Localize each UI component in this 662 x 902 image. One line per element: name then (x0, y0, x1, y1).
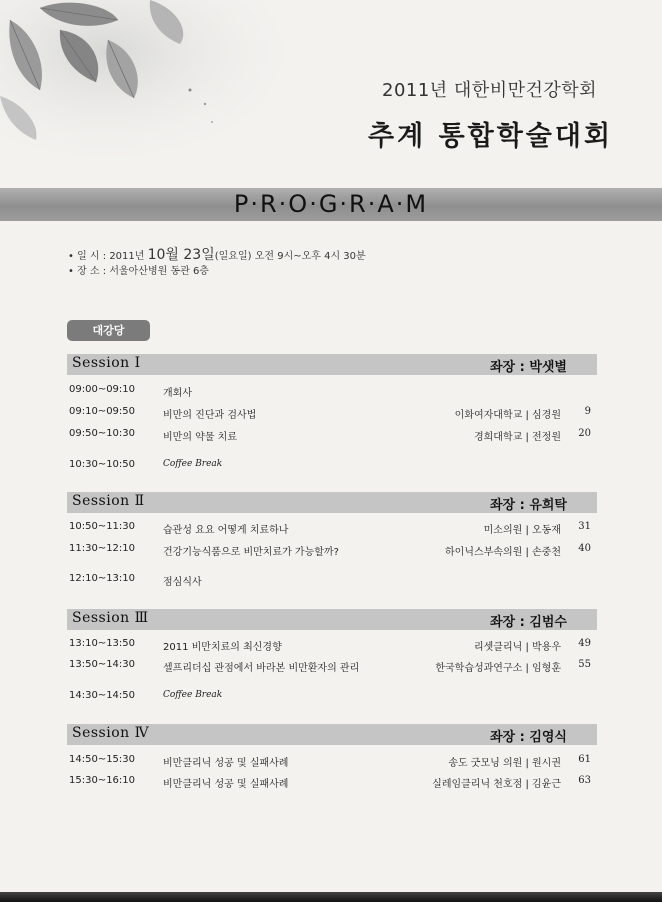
date-year: 2011년 (109, 251, 148, 262)
row-time: 09:00~09:10 (69, 384, 136, 395)
row-time: 14:50~15:30 (69, 754, 136, 765)
event-title-line1: 2011년 대한비만건강학회 (382, 80, 598, 101)
schedule-row (67, 573, 597, 589)
session-header (67, 354, 597, 375)
date-day: 10월 23일 (147, 247, 215, 263)
session-chair: 좌장 : 유희탁 (489, 498, 567, 513)
row-speaker: 송도 굿모닝 의원 | 원시권 (448, 758, 561, 769)
session-header (67, 609, 597, 630)
row-speaker: 하이닉스부속의원 | 손중천 (445, 547, 561, 558)
session-header (67, 492, 597, 513)
schedule-row (67, 775, 597, 791)
row-time: 15:30~16:10 (69, 775, 136, 786)
session-name: Session Ⅰ (72, 355, 141, 371)
row-page: 31 (578, 521, 591, 532)
date-rest: (일요일) 오전 9시~오후 4시 30분 (214, 251, 366, 262)
schedule-row (67, 638, 597, 654)
session-header (67, 724, 597, 745)
row-title: 비만클리닉 성공 및 실패사례 (163, 758, 289, 769)
place-label: • 장 소 : (68, 266, 110, 277)
row-speaker: 미소의원 | 오동재 (483, 525, 561, 536)
session-name: Session Ⅳ (72, 725, 150, 741)
row-title: 비만클리닉 성공 및 실패사례 (163, 779, 289, 790)
row-title: 점심식사 (163, 577, 202, 588)
schedule-row (67, 754, 597, 770)
schedule-row (67, 659, 597, 675)
row-speaker: 이화여자대학교 | 심경원 (454, 410, 561, 421)
row-speaker: 한국학습성과연구소 | 임형훈 (435, 663, 561, 674)
row-time: 13:50~14:30 (69, 659, 136, 670)
row-page: 40 (578, 543, 591, 554)
row-speaker: 실레임클리닉 천호점 | 김윤근 (432, 779, 561, 790)
session-chair: 좌장 : 김영식 (489, 730, 567, 745)
event-date (68, 244, 366, 264)
schedule-row (67, 428, 597, 444)
row-title: 개회사 (163, 388, 192, 399)
schedule-row (67, 406, 597, 422)
date-label: • 일 시 : (68, 251, 110, 262)
page-bottom-edge (0, 892, 662, 902)
event-title-line2: 추계 통합학술대회 (368, 121, 614, 152)
row-time: 12:10~13:10 (69, 573, 136, 584)
row-page: 55 (578, 659, 591, 670)
row-title: 2011 비만치료의 최신경향 (163, 642, 282, 653)
row-speaker: 리셋클리닉 | 박용우 (473, 642, 561, 653)
schedule-row (67, 521, 597, 537)
row-time: 11:30~12:10 (69, 543, 136, 554)
row-time: 10:50~11:30 (69, 521, 136, 532)
session-chair: 좌장 : 김범수 (489, 615, 567, 630)
row-title: 습관성 요요 어떻게 치료하나 (163, 525, 289, 536)
row-title: 비만의 약물 치료 (163, 432, 237, 443)
row-title: 비만의 진단과 검사법 (163, 410, 257, 421)
row-time: 14:30~14:50 (69, 690, 136, 701)
row-time: 09:10~09:50 (69, 406, 136, 417)
session-chair: 좌장 : 박샛별 (489, 360, 567, 375)
row-page: 20 (578, 428, 591, 439)
row-page: 61 (578, 754, 591, 765)
row-title: Coffee Break (163, 459, 223, 469)
row-title: 건강기능식품으로 비만치료가 가능할까? (163, 547, 339, 558)
schedule-row (67, 690, 597, 706)
session-name: Session Ⅱ (72, 493, 145, 509)
row-title: Coffee Break (163, 690, 223, 700)
row-time: 10:30~10:50 (69, 459, 136, 470)
row-page: 63 (578, 775, 591, 786)
row-time: 09:50~10:30 (69, 428, 136, 439)
schedule-row (67, 459, 597, 475)
row-title: 셀프리더십 관점에서 바라본 비만환자의 관리 (163, 663, 360, 674)
row-page: 9 (584, 406, 591, 417)
leaves-decoration-icon (0, 0, 300, 175)
place-value: 서울아산병원 동관 6층 (109, 266, 209, 277)
row-time: 13:10~13:50 (69, 638, 136, 649)
session-name: Session Ⅲ (72, 610, 149, 626)
program-banner-label: P·R·O·G·R·A·M (233, 190, 429, 218)
row-speaker: 경희대학교 | 전정원 (473, 432, 561, 443)
hall-badge: 대강당 (67, 320, 150, 341)
row-page: 49 (578, 638, 591, 649)
schedule-row (67, 384, 597, 400)
event-place (68, 262, 209, 277)
schedule-row (67, 543, 597, 559)
